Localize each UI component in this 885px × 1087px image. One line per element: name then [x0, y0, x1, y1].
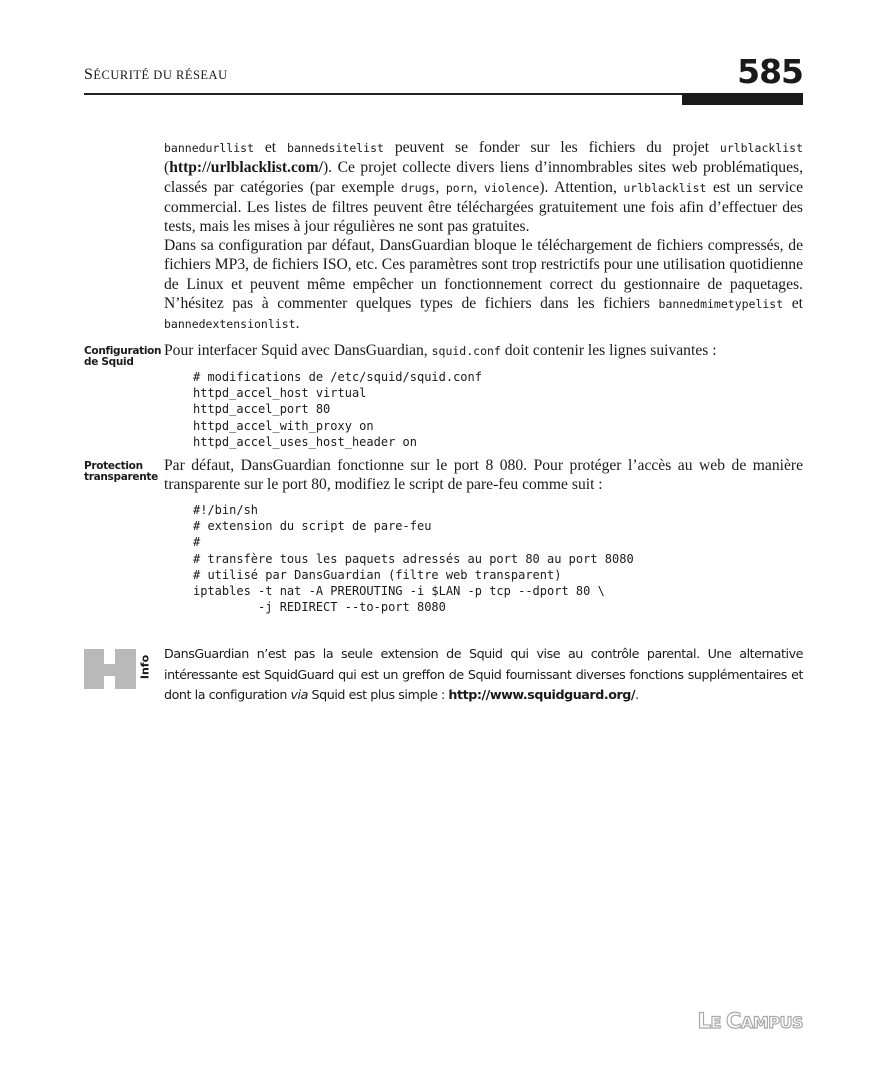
- logo-letters: AMPUS: [740, 1013, 803, 1032]
- info-icon: [84, 645, 150, 689]
- text-span: (: [164, 159, 170, 177]
- text-span: ,: [435, 178, 446, 196]
- info-note: [164, 644, 803, 706]
- paragraph-urlblacklist: [164, 138, 803, 236]
- code-porn: porn: [445, 180, 474, 195]
- publisher-logo: [698, 1009, 803, 1033]
- text-span: Squid est plus simple :: [307, 687, 449, 702]
- logo-letters: E: [710, 1013, 727, 1032]
- code-block-squid-conf: # modifications de /etc/squid/squid.conf httpd_accel_host virtual httpd_accel_port 80 httpd_accel_with_proxy on httpd_accel_uses_host_header on: [193, 370, 482, 449]
- text-span: Dans sa configuration par défaut, DansGuardian bloque le téléchargement de fichiers compressés, de fichiers MP3, de fichiers ISO, etc. Ces paramètres sont trop restrictifs pour une utilisation quotidienne de Linux et peuvent même empêcher un fonctionnement correct du gestionnaire de paquetages. N’hésitez pas à commenter quelques types de fichiers dans les fichiers: [164, 237, 803, 312]
- text-span: et: [783, 294, 803, 312]
- text-span: .: [635, 687, 639, 702]
- italic-via: via: [290, 687, 308, 702]
- running-header-initial: S: [84, 66, 94, 83]
- text-span: peuvent se fonder sur les fichiers du projet: [383, 139, 720, 156]
- margin-note-line: transparente: [84, 471, 158, 483]
- code-bannedurllist: bannedurllist: [164, 141, 255, 155]
- header-bar: [682, 93, 803, 105]
- paragraph-default-config: [164, 236, 803, 334]
- text-span: Pour interfacer Squid avec DansGuardian,: [164, 342, 432, 359]
- running-header-title: [84, 66, 228, 84]
- margin-note-line: de Squid: [84, 356, 134, 368]
- code-urlblacklist-2: urlblacklist: [623, 180, 707, 195]
- text-span: et: [254, 139, 288, 156]
- text-span: est un service commercial. Les listes de filtres peuvent être téléchargées gratuitement une fois afin d’effectuer des tests, mais les mises à jour régulières ne sont pas gratuites.: [164, 178, 804, 236]
- text-span: DansGuardian n’est pas la seule extension de Squid qui vise au contrôle parental. Une alternative intéressante est SquidGuard qui est un greffon de Squid fournissant diverses fonctions supplémentaires et dont la configuration: [164, 646, 803, 702]
- logo-letter: C: [726, 1009, 741, 1033]
- margin-note-line: Configuration: [84, 345, 162, 357]
- page-number: 585: [737, 52, 803, 91]
- code-drugs: drugs: [400, 180, 436, 195]
- paragraph-squid-interface: [164, 341, 803, 361]
- text-span: ,: [473, 178, 484, 196]
- code-block-firewall-script: #!/bin/sh # extension du script de pare-feu # # transfère tous les paquets adressés au port 80 au port 8080 # utilisé par DansGuardian (filtre web transparent) iptables -t nat -A PREROUTING -i $LAN -p tcp --dport 80 \ -j REDIRECT --to-port 8080: [193, 503, 634, 615]
- text-span: .: [295, 315, 300, 333]
- margin-note-line: Protection: [84, 460, 143, 472]
- logo-letter: L: [697, 1009, 711, 1033]
- text-span: doit contenir les lignes suivantes :: [500, 342, 717, 359]
- code-bannedsitelist: bannedsitelist: [287, 141, 384, 155]
- text-span: ). Ce projet collecte divers liens d’innombrables sites web problématiques, classés par catégories (par exemple: [164, 159, 803, 196]
- link-squidguard[interactable]: http://www.squidguard.org/: [448, 687, 636, 702]
- code-squid-conf: squid.conf: [431, 344, 501, 358]
- text-span: ). Attention,: [539, 178, 624, 196]
- code-urlblacklist: urlblacklist: [719, 141, 803, 155]
- running-header-rest: ÉCURITÉ DU RÉSEAU: [93, 68, 228, 82]
- code-violence: violence: [483, 180, 540, 195]
- link-urlblacklist[interactable]: http://urlblacklist.com/: [169, 159, 323, 177]
- code-bannedmimetypelist: bannedmimetypelist: [658, 296, 784, 311]
- margin-note-transparent: [84, 461, 156, 483]
- paragraph-transparent-port: Par défaut, DansGuardian fonctionne sur le port 8 080. Pour protéger l’accès au web de manière transparente sur le port 80, modifiez le script de pare-feu comme suit :: [164, 457, 803, 494]
- margin-note-configuration: [84, 345, 162, 368]
- code-bannedextensionlist: bannedextensionlist: [164, 317, 296, 332]
- info-icon-label: Info: [138, 654, 152, 680]
